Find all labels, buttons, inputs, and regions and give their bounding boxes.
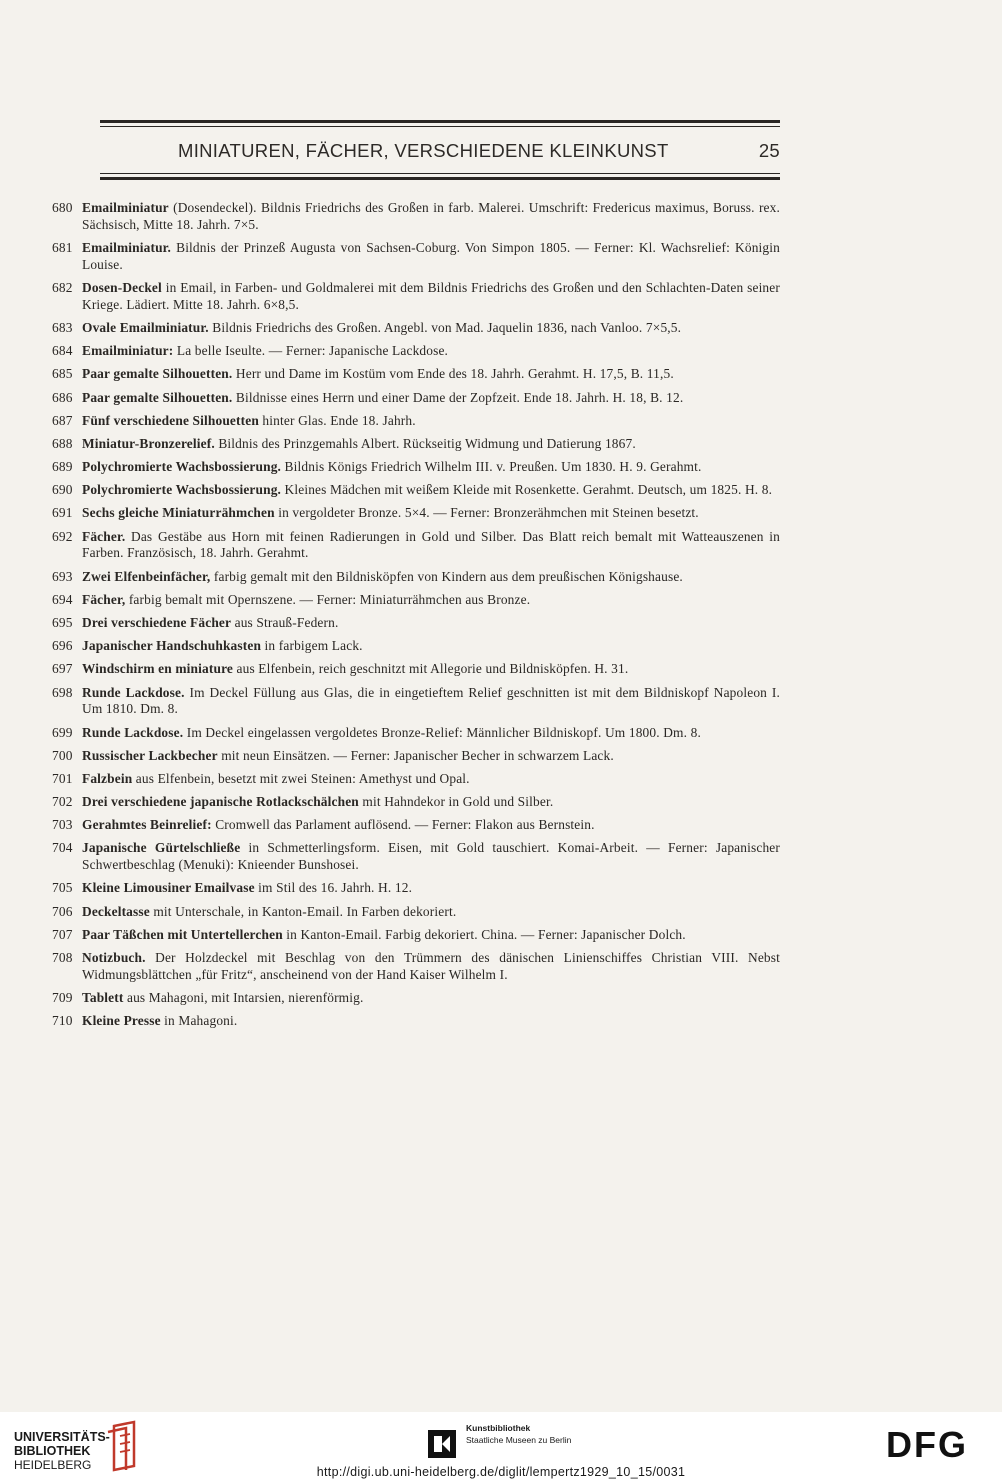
catalog-entry <box>0 240 780 274</box>
entry-number: 703 <box>52 817 73 833</box>
catalog-entry <box>0 950 780 984</box>
catalog-entry <box>0 320 780 337</box>
kb-line1: Kunstbibliothek <box>466 1423 531 1433</box>
entry-description: farbig bemalt mit Opernszene. — Ferner: Miniaturrähmchen aus Bronze. <box>125 591 531 607</box>
catalog-entry <box>0 685 780 719</box>
entry-description: Herr und Dame im Kostüm vom Ende des 18. Jahrh. Gerahmt. H. 17,5, B. 11,5. <box>232 366 674 382</box>
entry-heading: Tablett <box>82 990 124 1006</box>
header-rule-bottom-thin <box>100 173 780 174</box>
entry-description: aus Elfenbein, reich geschnitzt mit Allegorie und Bildnisköpfen. H. 31. <box>233 661 629 677</box>
entry-heading: Zwei Elfenbeinfächer, <box>82 568 211 584</box>
kunstbibliothek-logo-icon[interactable] <box>428 1428 456 1462</box>
entry-description: im Stil des 16. Jahrh. H. 12. <box>254 880 413 896</box>
entry-heading: Fünf verschiedene Silhouetten <box>82 412 259 428</box>
entry-heading: Drei verschiedene japanische Rotlackschälchen <box>82 794 359 810</box>
catalog-entry <box>0 771 780 788</box>
dfg-logo-text: DFG <box>886 1426 968 1462</box>
entry-number: 707 <box>52 926 73 942</box>
entry-description: in vergoldeter Bronze. 5×4. — Ferner: Bronzerähmchen mit Steinen besetzt. <box>274 505 699 521</box>
dfg-logo-icon[interactable] <box>886 1426 990 1462</box>
entry-heading: Russischer Lackbecher <box>82 747 218 763</box>
entry-number: 699 <box>52 724 73 740</box>
entry-heading: Windschirm en miniature <box>82 661 234 677</box>
entry-number: 682 <box>52 279 73 295</box>
entry-heading: Paar gemalte Silhouetten. <box>82 366 233 382</box>
running-head <box>100 138 780 164</box>
catalog-entry <box>0 840 780 874</box>
catalog-entries <box>0 200 1002 1036</box>
catalog-entry <box>0 529 780 563</box>
entry-description: mit Hahndekor in Gold und Silber. <box>358 794 554 810</box>
entry-number: 681 <box>52 239 73 255</box>
catalog-entry <box>0 280 780 314</box>
catalog-entry <box>0 390 780 407</box>
catalog-entry <box>0 343 780 360</box>
page-number: 25 <box>758 140 780 161</box>
entry-number: 689 <box>52 459 73 475</box>
catalog-entry <box>0 366 780 383</box>
entry-heading: Runde Lackdose. <box>82 724 184 740</box>
entry-number: 696 <box>52 638 73 654</box>
entry-number: 704 <box>52 840 73 856</box>
entry-description: Bildnis der Prinzeß Augusta von Sachsen-Coburg. Von Simpon 1805. — Ferner: Kl. Wachsrelief: Königin Louise. <box>82 239 780 272</box>
entry-heading: Polychromierte Wachsbossierung. <box>82 459 282 475</box>
entry-description: La belle Iseulte. — Ferner: Japanische Lackdose. <box>173 343 449 359</box>
entry-description: in farbigem Lack. <box>261 638 363 654</box>
catalog-entry <box>0 725 780 742</box>
entry-description: hinter Glas. Ende 18. Jahrh. <box>258 412 416 428</box>
entry-number: 687 <box>52 412 73 428</box>
kunstbibliothek-label <box>466 1422 571 1446</box>
catalog-entry <box>0 200 780 234</box>
catalog-entry <box>0 615 780 632</box>
header-rule-top-thin <box>100 126 780 127</box>
catalog-entry <box>0 748 780 765</box>
catalog-entry <box>0 794 780 811</box>
entry-description: aus Strauß-Federn. <box>231 615 339 630</box>
entry-heading: Fächer, <box>82 591 126 607</box>
catalog-entry <box>0 459 780 476</box>
entry-description: Kleines Mädchen mit weißem Kleide mit Rosenkette. Gerahmt. Deutsch, um 1825. H. 8. <box>281 482 773 498</box>
catalog-entry <box>0 413 780 430</box>
entry-number: 710 <box>52 1013 73 1029</box>
entry-heading: Emailminiatur: <box>82 343 174 359</box>
catalog-entry <box>0 505 780 522</box>
entry-description: Bildnis des Prinzgemahls Albert. Rückseitig Widmung und Datierung 1867. <box>214 435 636 451</box>
entry-heading: Drei verschiedene Fächer <box>82 615 232 630</box>
entry-heading: Fächer. <box>82 528 126 544</box>
entry-number: 706 <box>52 903 73 919</box>
entry-heading: Polychromierte Wachsbossierung. <box>82 482 282 498</box>
entry-description: Im Deckel Füllung aus Glas, die in eingetieftem Relief geschnitten ist mit dem Bildniskopf Napoleon I. Um 1810. Dm. 8. <box>82 684 781 717</box>
entry-heading: Japanischer Handschuhkasten <box>82 638 262 654</box>
catalog-entry <box>0 1013 780 1030</box>
entry-description: Bildnisse eines Herrn und einer Dame der Zopfzeit. Ende 18. Jahrh. H. 18, B. 12. <box>232 389 684 405</box>
entry-number: 697 <box>52 661 73 677</box>
entry-number: 686 <box>52 389 73 405</box>
entry-description: aus Mahagoni, mit Intarsien, nierenförmig. <box>123 990 364 1006</box>
entry-heading: Japanische Gürtelschließe <box>82 840 241 856</box>
uni-logo-line3: HEIDELBERG <box>14 1458 92 1472</box>
permalink-url[interactable]: http://digi.ub.uni-heidelberg.de/diglit/lempertz1929_10_15/0031 <box>316 1465 686 1479</box>
catalog-entry <box>0 592 780 609</box>
catalog-entry <box>0 638 780 655</box>
entry-heading: Sechs gleiche Miniaturrähmchen <box>82 505 275 521</box>
catalog-entry <box>0 817 780 834</box>
entry-description: Bildnis Königs Friedrich Wilhelm III. v. Preußen. Um 1830. H. 9. Gerahmt. <box>281 459 702 475</box>
uni-logo-line1: UNIVERSITÄTS- <box>14 1430 110 1444</box>
entry-number: 685 <box>52 366 73 382</box>
entry-heading: Kleine Limousiner Emailvase <box>82 880 255 896</box>
entry-number: 700 <box>52 747 73 763</box>
header-rule-bottom <box>100 177 780 180</box>
entry-number: 688 <box>52 435 73 451</box>
entry-number: 690 <box>52 482 73 498</box>
entry-heading: Runde Lackdose. <box>82 684 185 700</box>
entry-number: 683 <box>52 319 73 335</box>
entry-heading: Deckeltasse <box>82 903 150 919</box>
entry-heading: Emailminiatur. <box>82 239 172 255</box>
entry-description: aus Elfenbein, besetzt mit zwei Steinen: Amethyst und Opal. <box>132 770 470 786</box>
entry-number: 698 <box>52 684 73 700</box>
entry-description: in Email, in Farben- und Goldmalerei mit dem Bildnis Friedrichs des Großen und den Schlachten-Daten seiner Kriege. Lädiert. Mitte 18. Jahrh. 6×8,5. <box>82 279 780 312</box>
catalog-entry <box>0 880 780 897</box>
entry-description: mit Unterschale, in Kanton-Email. In Farben dekoriert. <box>149 903 457 919</box>
entry-number: 693 <box>52 568 73 584</box>
uni-logo-line2: BIBLIOTHEK <box>14 1444 91 1458</box>
entry-number: 695 <box>52 615 73 630</box>
entry-heading: Notizbuch. <box>82 950 146 966</box>
entry-heading: Paar Täßchen mit Untertellerchen <box>82 926 283 942</box>
header-rule-top <box>100 120 780 123</box>
entry-number: 701 <box>52 770 73 786</box>
entry-number: 680 <box>52 200 73 215</box>
kb-line2: Staatliche Museen zu Berlin <box>466 1435 572 1445</box>
entry-heading: Paar gemalte Silhouetten. <box>82 389 233 405</box>
entry-heading: Emailminiatur <box>82 200 169 215</box>
entry-heading: Falzbein <box>82 770 133 786</box>
entry-heading: Kleine Presse <box>82 1013 161 1029</box>
footer-bar <box>0 1412 1002 1483</box>
catalog-entry <box>0 927 780 944</box>
entry-description: (Dosendeckel). Bildnis Friedrichs des Großen in farb. Malerei. Umschrift: Fredericus maximus, Boruss. rex. Sächsisch, Mitte 18. Jahrh. 7×5. <box>82 200 780 232</box>
entry-description: farbig gemalt mit den Bildnisköpfen von Kindern aus dem preußischen Königshause. <box>210 568 683 584</box>
entry-number: 684 <box>52 343 73 359</box>
entry-description: Der Holzdeckel mit Beschlag von den Trümmern des dänischen Linienschiffes Christian VIII. Nebst Widmungsblättchen „für Fritz“, anscheinend von der Hand Kaiser Wilhelm I. <box>82 950 780 982</box>
entry-description: in Schmetterlingsform. Eisen, mit Gold tauschiert. Komai-Arbeit. — Ferner: Japanischer Schwertbeschlag (Menuki): Knieender Bunshosei. <box>82 840 780 873</box>
entry-number: 709 <box>52 990 73 1006</box>
entry-description: Im Deckel eingelassen vergoldetes Bronze-Relief: Männlicher Bildniskopf. Um 1800. Dm. 8. <box>183 724 701 740</box>
entry-number: 692 <box>52 528 73 544</box>
entry-number: 694 <box>52 591 73 607</box>
entry-number: 691 <box>52 505 73 521</box>
entry-description: Cromwell das Parlament auflösend. — Ferner: Flakon aus Bernstein. <box>211 817 595 833</box>
catalog-entry <box>0 661 780 678</box>
catalog-entry <box>0 436 780 453</box>
catalog-entry <box>0 904 780 921</box>
catalog-entry <box>0 482 780 499</box>
entry-heading: Miniatur-Bronzerelief. <box>82 435 215 451</box>
catalog-entry <box>0 569 780 586</box>
running-title: MINIATUREN, FÄCHER, VERSCHIEDENE KLEINKUNST <box>178 140 669 161</box>
entry-description: in Mahagoni. <box>160 1013 238 1029</box>
entry-description: Bildnis Friedrichs des Großen. Angebl. von Mad. Jaquelin 1836, nach Vanloo. 7×5,5. <box>208 319 682 335</box>
entry-heading: Gerahmtes Beinrelief: <box>82 817 212 833</box>
entry-heading: Dosen-Deckel <box>82 279 162 295</box>
entry-heading: Ovale Emailminiatur. <box>82 319 209 335</box>
entry-number: 708 <box>52 950 73 966</box>
entry-number: 702 <box>52 794 73 810</box>
entry-description: in Kanton-Email. Farbig dekoriert. China. — Ferner: Japanischer Dolch. <box>282 926 686 942</box>
entry-number: 705 <box>52 880 73 896</box>
entry-description: Das Gestäbe aus Horn mit feinen Radierungen in Gold und Silber. Das Blatt reich bemalt mit Watteauszenen in Farben. Französisch, 18. Jahrh. Gerahmt. <box>82 528 780 561</box>
catalog-entry <box>0 990 780 1007</box>
entry-description: mit neun Einsätzen. — Ferner: Japanischer Becher in schwarzem Lack. <box>217 747 614 763</box>
